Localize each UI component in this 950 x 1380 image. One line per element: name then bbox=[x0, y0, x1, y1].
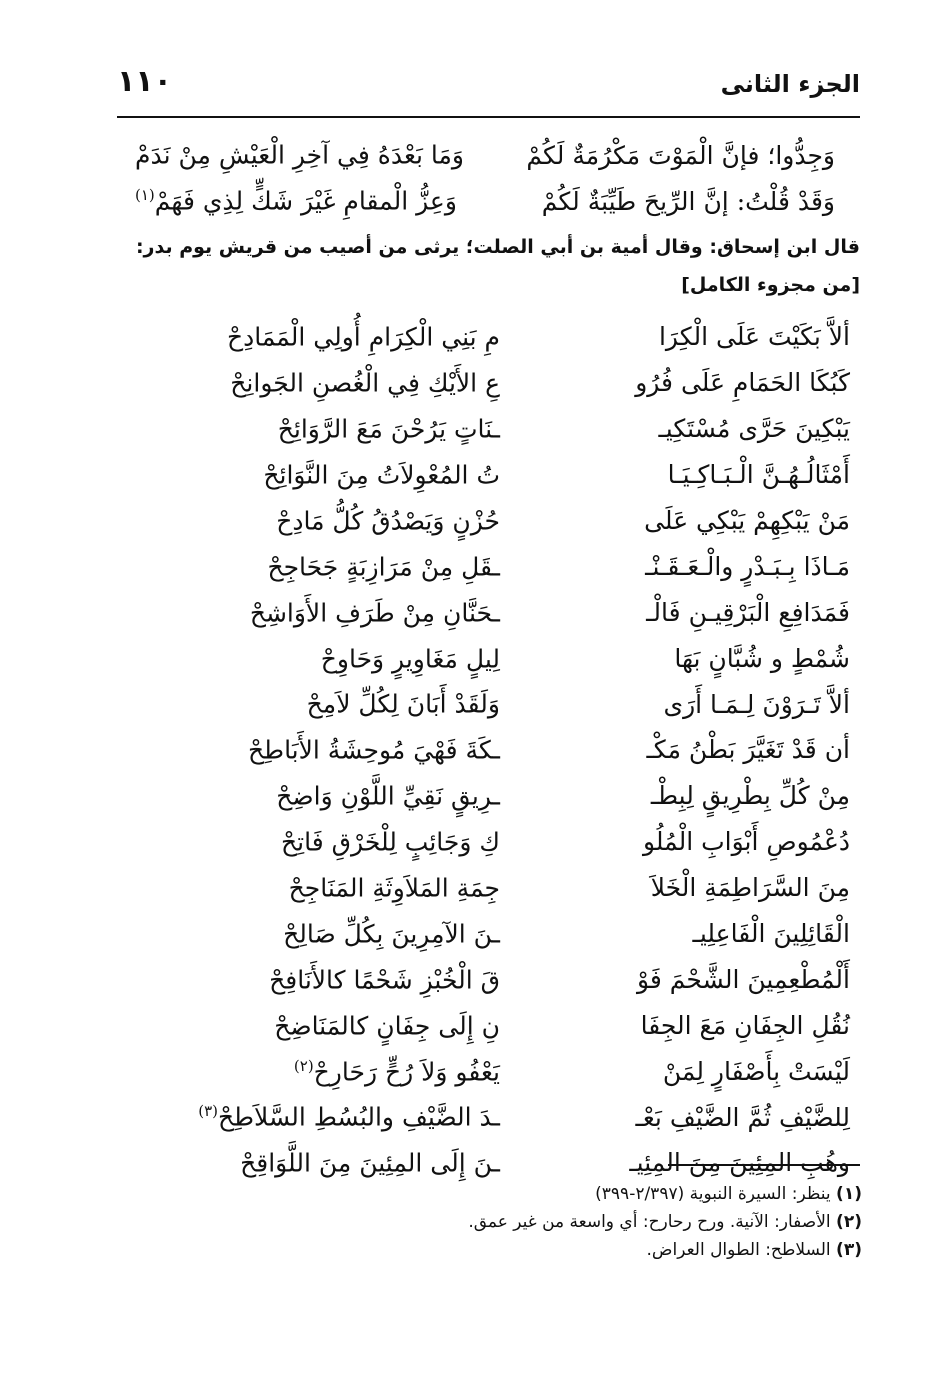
hemistich-text: ـرِيقٍ نَقِيِّ اللَّوْنِ وَاضِحْ bbox=[276, 781, 500, 811]
verse-line bbox=[200, 360, 850, 406]
hemistich-text: نِ إِلَى جِفَانٍ كالمَنَاضِحْ bbox=[274, 1010, 500, 1040]
right-hemistich: مَـاذَا بِـبَـدْرٍ والْـعَـقَـنْـ bbox=[645, 551, 850, 581]
footnote bbox=[102, 1236, 862, 1264]
footnote-number: (١) bbox=[836, 1184, 862, 1204]
verse-line bbox=[200, 589, 850, 635]
hemistich-text: وَلَقَدْ أَبَانَ لِكُلِّ لاَمِحْ bbox=[306, 689, 500, 719]
hemistich-text: تُ المُعْوِلاَتُ مِنَ النَّوَائِحْ bbox=[263, 460, 500, 490]
right-hemistich: لِلضَّيْفِ ثُمَّ الضَّيْفِ بَعْـ bbox=[635, 1102, 850, 1132]
verse-line bbox=[200, 452, 850, 498]
couplet-right-hemistich: وَقَدْ قُلْتُ: إنَّ الرِّيحَ طَيِّبَةٌ لَكُمْ bbox=[541, 186, 835, 216]
left-hemistich bbox=[200, 827, 500, 856]
verse-line bbox=[200, 1002, 850, 1048]
footnote-ref: (٢) bbox=[293, 1056, 314, 1075]
left-hemistich bbox=[200, 322, 500, 351]
verse-line bbox=[200, 1048, 850, 1094]
left-hemistich bbox=[200, 506, 500, 535]
hemistich-text: عِ الأَيْكِ فِي الْغُصنِ الجَوانِحْ bbox=[230, 368, 500, 398]
couplet-left-hemistich bbox=[135, 186, 457, 215]
hemistich-text: حُزْنٍ وَيَصْدُقُ كُلُّ مَادِحْ bbox=[276, 506, 500, 536]
right-hemistich: ألاَّ بَكَيْتَ عَلَى الْكِرَا bbox=[658, 322, 850, 352]
right-hemistich: أَلْمُطْعِمِينَ الشَّحْمَ فَوْ bbox=[636, 964, 850, 994]
left-hemistich bbox=[200, 368, 500, 397]
left-hemistich bbox=[200, 781, 500, 810]
left-hemistich bbox=[200, 1057, 500, 1086]
running-title: الجزء الثانى bbox=[720, 70, 860, 98]
verse-line bbox=[200, 314, 850, 360]
verse-line bbox=[200, 773, 850, 819]
verse-line bbox=[200, 956, 850, 1002]
hemistich-text: ـنَ إِلَى المِئِينَ مِنَ اللَّوَاقِحْ bbox=[240, 1148, 500, 1178]
couplet-right-hemistich: وَجِدُّوا؛ فإنَّ الْمَوْتَ مَكْرُمَةٌ لَكُمْ bbox=[526, 140, 835, 170]
couplet-left-hemistich bbox=[135, 140, 464, 169]
right-hemistich: دُعْمُوصِ أَبْوَابِ الْمُلُو bbox=[642, 827, 850, 857]
hemistich-text: وَعِزُّ الْمقامِ غَيْرَ شَكٍّ لِذِي فَهَمْ bbox=[154, 186, 457, 216]
hemistich-text: ـحَنَّانِ مِنْ طَرَفِ الأَوَاشِحْ bbox=[249, 597, 500, 627]
hemistich-text: ـقَلِ مِنْ مَرَازِبَةٍ جَحَاجِحْ bbox=[267, 552, 500, 582]
page-header bbox=[117, 62, 860, 118]
right-hemistich: كَبُكَا الحَمَامِ عَلَى فُرُو bbox=[635, 368, 850, 398]
footnote-number: (٣) bbox=[836, 1240, 862, 1260]
verse-line bbox=[200, 681, 850, 727]
left-hemistich bbox=[200, 644, 500, 673]
verse-line bbox=[200, 635, 850, 681]
left-hemistich bbox=[200, 1148, 500, 1177]
verse-line bbox=[200, 819, 850, 865]
footnote-ref: (٣) bbox=[198, 1102, 219, 1121]
hemistich-text: وَمَا بَعْدَهُ فِي آخِرِ الْعَيْشِ مِنْ نَدَمْ bbox=[135, 140, 465, 170]
verse-line bbox=[200, 1094, 850, 1140]
verse-line bbox=[200, 498, 850, 544]
footnotes bbox=[102, 1180, 862, 1264]
hemistich-text: يَعْفُو وَلاَ رُحٍّ رَحَارِحْ bbox=[313, 1056, 500, 1086]
footnote-number: (٢) bbox=[836, 1212, 862, 1232]
footnote-ref: (١) bbox=[135, 186, 155, 205]
footnote-text: السلاطح: الطوال العراض. bbox=[646, 1240, 831, 1260]
left-hemistich bbox=[200, 689, 500, 718]
footnote-separator bbox=[668, 1164, 860, 1166]
hemistich-text: ـنَاتٍ يَرُحْنَ مَعَ الرَّوَائِحْ bbox=[277, 414, 500, 444]
hemistich-text: لِيلٍ مَغَاوِيرٍ وَحَاوِحْ bbox=[320, 643, 500, 673]
right-hemistich: وهُبِ المِئِينَ مِنَ المِئِيـ bbox=[629, 1148, 850, 1178]
hemistich-text: جِمَةِ المَلاَوِثَةِ المَنَاجِحْ bbox=[288, 873, 500, 903]
footnote bbox=[102, 1180, 862, 1208]
opening-couplets bbox=[135, 132, 835, 224]
right-hemistich: أن قَدْ تَغَيَّرَ بَطْنُ مَكْـ bbox=[646, 735, 850, 765]
left-hemistich bbox=[200, 414, 500, 443]
hemistich-text: ـنَ الآمِرِينَ بِكُلِّ صَالِحْ bbox=[283, 919, 500, 949]
verse-line bbox=[200, 727, 850, 773]
couplet-line bbox=[135, 178, 835, 224]
hemistich-text: مِ بَنِي الْكِرَامِ أُولِي الْمَمَادِحْ bbox=[226, 322, 500, 352]
left-hemistich bbox=[200, 598, 500, 627]
right-hemistich: يَبْكِينَ حَرَّى مُسْتَكِيـ bbox=[658, 414, 850, 444]
right-hemistich: أَمْثَالُـهُـنَّ الْـبَـاكِـيَـا bbox=[667, 460, 850, 490]
hemistich-text: كِ وَجَائِبٍ لِلْخَرْقِ فَاتِحْ bbox=[281, 827, 500, 857]
hemistich-text: قَ الْخُبْزِ شَحْمًا كالأَنَافِحْ bbox=[269, 965, 500, 995]
right-hemistich: مِنَ السَّرَاطِمَةِ الْخَلاَ bbox=[650, 873, 850, 903]
left-hemistich bbox=[200, 552, 500, 581]
verse-line bbox=[200, 865, 850, 911]
left-hemistich bbox=[200, 919, 500, 948]
right-hemistich: ألاَّ تَـرَوْنَ لِـمَـا أَرَى bbox=[663, 689, 850, 719]
meter-label: [من مجزوء الكامل] bbox=[681, 274, 860, 296]
poem bbox=[200, 314, 850, 1186]
hemistich-text: ـدَ الضَّيْفِ والبُسُطِ السَّلاَطِحْ bbox=[218, 1102, 500, 1132]
left-hemistich bbox=[200, 460, 500, 489]
footnote-text: ينظر: السيرة النبوية (٢/٣٩٧-٣٩٩) bbox=[595, 1184, 831, 1204]
verse-line bbox=[200, 911, 850, 957]
left-hemistich bbox=[200, 1102, 500, 1131]
left-hemistich bbox=[200, 735, 500, 764]
left-hemistich bbox=[200, 965, 500, 994]
couplet-line bbox=[135, 132, 835, 178]
page-number: ١١٠ bbox=[117, 64, 172, 99]
footnote bbox=[102, 1208, 862, 1236]
hemistich-text: ـكَةَ فَهْيَ مُوحِشَةُ الأَبَاطِحْ bbox=[248, 735, 500, 765]
left-hemistich bbox=[200, 873, 500, 902]
verse-line bbox=[200, 406, 850, 452]
footnote-text: الأصفار: الآنية. ورح رحارح: أي واسعة من غير عمق. bbox=[468, 1212, 831, 1232]
verse-line bbox=[200, 543, 850, 589]
right-hemistich: شُمْطٍ و شُبَّانٍ بَهَا bbox=[674, 643, 850, 673]
right-hemistich: مَنْ يَبْكِهِمْ يَبْكِي عَلَى bbox=[644, 506, 850, 535]
right-hemistich: الْقَائِلِينَ الْفَاعِلِيـ bbox=[692, 919, 850, 949]
right-hemistich: فَمَدَافِعِ الْبَرْقِيـنِ فَالْـ bbox=[646, 597, 850, 627]
left-hemistich bbox=[200, 1011, 500, 1040]
right-hemistich: لَيْسَتْ بِأَصْفَارٍ لِمَنْ bbox=[662, 1056, 850, 1086]
right-hemistich: مِنْ كُلِّ بِطْرِيقٍ لِبِطْـ bbox=[650, 781, 850, 811]
intro-paragraph: قال ابن إسحاق: وقال أمية بن أبي الصلت؛ يرثى من أصيب من قريش يوم بدر: bbox=[135, 236, 860, 258]
right-hemistich: نُقُلِ الجِفَانِ مَعَ الجِفَا bbox=[640, 1010, 850, 1040]
